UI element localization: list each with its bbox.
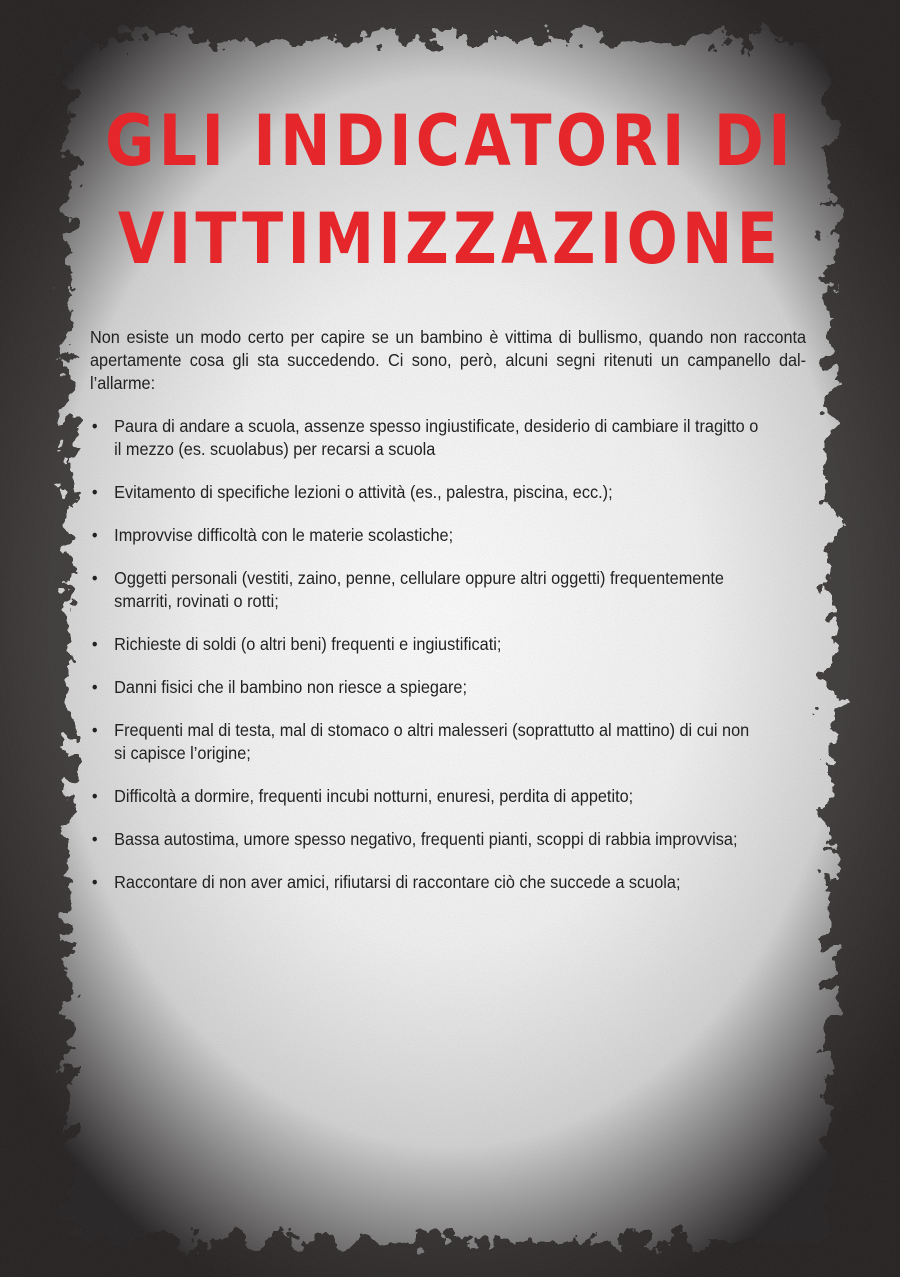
list-item-text: Richieste di soldi (o altri beni) frequenti e ingiustificati; (114, 634, 502, 654)
bullet-icon: • (91, 872, 98, 892)
page-title (63, 92, 837, 288)
body-content (90, 326, 807, 914)
list-item-text: Raccontare di non aver amici, rifiutarsi di raccontare ciò che succede a scuola; (114, 872, 681, 892)
bullet-icon: • (91, 482, 98, 502)
list-item (90, 676, 764, 699)
bullet-icon: • (91, 416, 98, 436)
bullet-icon: • (91, 525, 98, 545)
list-item-text: Frequenti mal di testa, mal di stomaco o altri malesseri (soprattutto al mattino) di cui non si capisce l’origine; (114, 720, 750, 763)
list-item-text: Danni fisici che il bambino non riesce a spiegare; (114, 677, 467, 697)
list-item (90, 481, 764, 504)
title-line-1: GLI INDICATORI DI (105, 100, 795, 182)
list-item (90, 633, 764, 656)
bullet-icon: • (91, 677, 98, 697)
list-item (90, 415, 764, 461)
list-item (90, 828, 764, 851)
list-item (90, 871, 764, 894)
indicator-list (90, 415, 764, 894)
bullet-icon: • (91, 786, 98, 806)
list-item (90, 567, 764, 613)
list-item-text: Difficoltà a dormire, frequenti incubi notturni, enuresi, perdita di appetito; (114, 786, 634, 806)
list-item-text: Bassa autostima, umore spesso negativo, frequenti pianti, scoppi di rabbia improvvisa; (114, 829, 738, 849)
list-item (90, 785, 764, 808)
title-line-2: VITTIMIZZAZIONE (117, 198, 783, 280)
bullet-icon: • (91, 634, 98, 654)
list-item-text: Improvvise difficoltà con le materie scolastiche; (114, 525, 454, 545)
bullet-icon: • (91, 720, 98, 740)
bullet-icon: • (91, 568, 98, 588)
list-item (90, 524, 764, 547)
list-item-text: Oggetti personali (vestiti, zaino, penne, cellulare oppure altri oggetti) frequentemente smarriti, rovinati o rotti; (114, 568, 724, 611)
intro-paragraph: Non esiste un modo certo per capire se un bambino è vittima di bullismo, quando non racconta apertamente cosa gli sta succedendo. Ci sono, però, alcuni segni ritenuti un campanello dal-l’allarme: (90, 327, 807, 393)
list-item-text: Evitamento di specifiche lezioni o attività (es., palestra, piscina, ecc.); (114, 482, 613, 502)
list-item-text: Paura di andare a scuola, assenze spesso ingiustificate, desiderio di cambiare il tragitto o il mezzo (es. scuolabus) per recarsi a scuola (114, 416, 759, 459)
bullet-icon: • (91, 829, 98, 849)
list-item (90, 719, 764, 765)
